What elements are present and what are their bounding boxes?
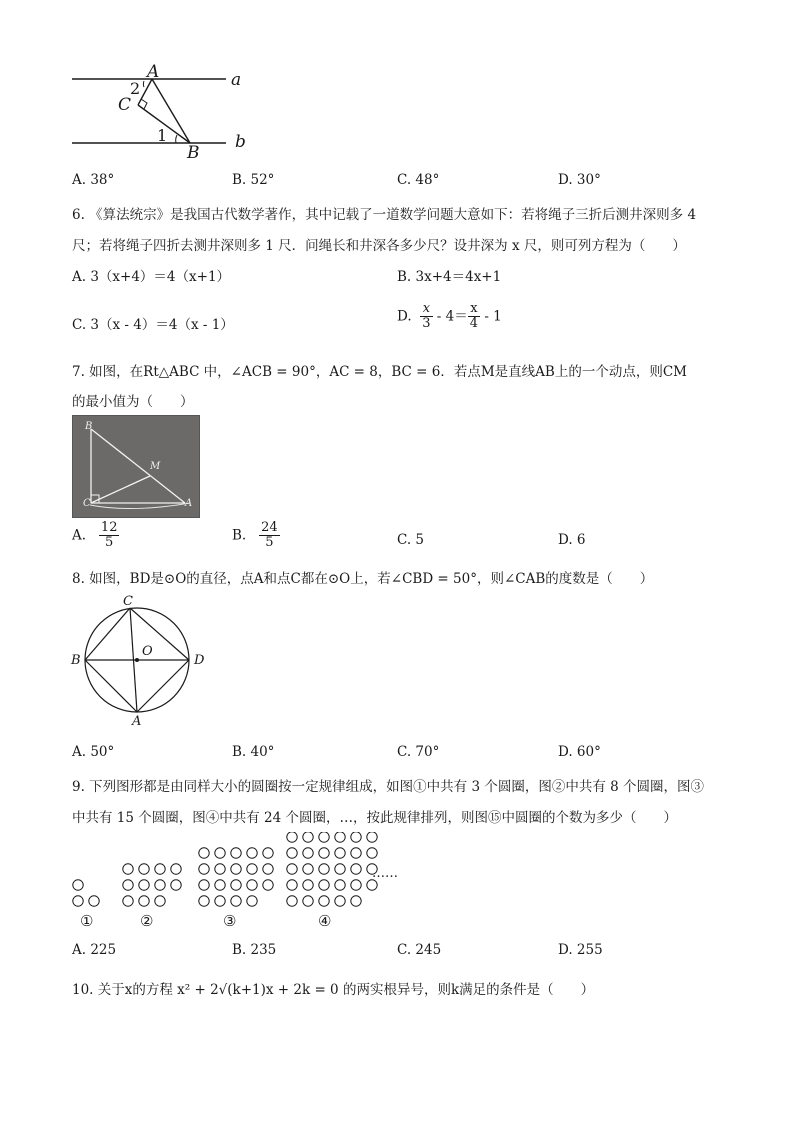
pattern-circle bbox=[247, 864, 257, 874]
q9-option-b[interactable]: B. 235 bbox=[232, 942, 277, 958]
q8-label-A: A bbox=[132, 714, 142, 729]
q6-stem-line1: 6. 《算法统宗》是我国古代数学著作，其中记载了一道数学问题大意如下：若将绳子三折后测井深则多 4 bbox=[72, 207, 697, 223]
q8-option-a[interactable]: A. 50° bbox=[72, 744, 115, 760]
q8-label-O: O bbox=[142, 644, 153, 659]
q7-stem-line2: 的最小值为（ ） bbox=[72, 394, 194, 410]
pattern-circle bbox=[319, 848, 329, 858]
q8-label-B: B bbox=[71, 653, 81, 668]
pattern-circle bbox=[73, 896, 83, 906]
q9-option-a[interactable]: A. 225 bbox=[72, 942, 117, 958]
q7-option-a-prefix: A. bbox=[72, 527, 87, 544]
pattern-circle bbox=[319, 864, 329, 874]
q5-label-a: a bbox=[231, 70, 242, 90]
pattern-circle bbox=[335, 848, 345, 858]
pattern-circle bbox=[287, 896, 297, 906]
q7-a-den: 5 bbox=[105, 535, 114, 551]
pattern-circle bbox=[287, 832, 297, 842]
pattern-circle bbox=[319, 832, 329, 842]
pattern-circle bbox=[139, 864, 149, 874]
pattern-circle bbox=[231, 896, 241, 906]
q6-d-den2: 4 bbox=[469, 316, 479, 332]
pattern-circle bbox=[335, 896, 345, 906]
q10-stem-line1: 10. 关于x的方程 x² + 2√(k+1)x + 2k = 0 的两实根异号，则k满足的条件是（ ） bbox=[72, 982, 595, 998]
q7-option-b-prefix: B. bbox=[232, 527, 247, 544]
q8-option-d[interactable]: D. 60° bbox=[558, 744, 601, 760]
pattern-circle bbox=[123, 864, 133, 874]
pattern-circle bbox=[351, 880, 361, 890]
q5-label-A: A bbox=[147, 62, 160, 82]
pattern-circle bbox=[263, 864, 273, 874]
q9-stem-line1: 9. 下列图形都是由同样大小的圆圈按一定规律组成，如图①中共有 3 个圆圈，图②中共有 8 个圆圈，图③ bbox=[72, 779, 705, 795]
pattern-circle bbox=[155, 864, 165, 874]
q5-label-B: B bbox=[187, 143, 200, 163]
q6-option-d-fraction-1 bbox=[420, 302, 432, 332]
q9-label-1: ① bbox=[80, 912, 94, 930]
q6-stem-line2: 尺；若将绳子四折去测井深则多 1 尺．问绳长和井深各多少尺？设井深为 x 尺，则可列方程为（ ） bbox=[72, 238, 686, 254]
q7-option-c[interactable]: C. 5 bbox=[397, 532, 425, 548]
q7-b-num: 24 bbox=[261, 520, 278, 535]
pattern-circle bbox=[303, 848, 313, 858]
pattern-circle bbox=[215, 864, 225, 874]
q7-option-b-fraction bbox=[259, 521, 280, 551]
q5-option-c[interactable]: C. 48° bbox=[397, 172, 440, 188]
q8-label-C: C bbox=[123, 594, 133, 609]
pattern-circle bbox=[287, 880, 297, 890]
pattern-circle bbox=[335, 864, 345, 874]
q7-b-den: 5 bbox=[265, 535, 274, 551]
pattern-circle bbox=[155, 896, 165, 906]
q5-label-C: C bbox=[118, 95, 132, 115]
pattern-circle bbox=[303, 880, 313, 890]
q7-option-a-fraction bbox=[99, 521, 120, 551]
pattern-circle bbox=[123, 896, 133, 906]
pattern-circle bbox=[367, 848, 377, 858]
q6-d-suffix: - 1 bbox=[480, 308, 502, 325]
pattern-circle bbox=[351, 896, 361, 906]
pattern-circle bbox=[231, 848, 241, 858]
q5-label-b: b bbox=[235, 132, 246, 152]
pattern-circle bbox=[247, 848, 257, 858]
pattern-circle bbox=[123, 880, 133, 890]
pattern-circle bbox=[199, 848, 209, 858]
pattern-circle bbox=[215, 896, 225, 906]
pattern-circle bbox=[367, 832, 377, 842]
q9-label-3: ③ bbox=[223, 912, 237, 930]
pattern-circle bbox=[139, 896, 149, 906]
q9-label-2: ② bbox=[140, 912, 154, 930]
pattern-circle bbox=[351, 848, 361, 858]
pattern-circle bbox=[319, 880, 329, 890]
pattern-circle bbox=[231, 880, 241, 890]
q9-stem-line2: 中共有 15 个圆圈，图④中共有 24 个圆圈，…，按此规律排列，则图⑮中圆圈的个数为多少（ ） bbox=[72, 810, 678, 826]
q6-d-mid: - 4＝ bbox=[432, 308, 468, 325]
q6-option-d[interactable] bbox=[397, 302, 502, 332]
pattern-circle bbox=[199, 864, 209, 874]
pattern-circle bbox=[263, 848, 273, 858]
pattern-circle bbox=[89, 896, 99, 906]
pattern-circle bbox=[155, 880, 165, 890]
q6-d-num2: x bbox=[468, 302, 480, 317]
q8-option-c[interactable]: C. 70° bbox=[397, 744, 440, 760]
q7-label-C: C bbox=[83, 498, 91, 509]
pattern-circle bbox=[303, 832, 313, 842]
q6-d-num1: x bbox=[420, 302, 432, 317]
q8-stem-line1: 8. 如图，BD是⊙O的直径，点A和点C都在⊙O上，若∠CBD = 50°，则∠CAB的度数是（ ） bbox=[72, 571, 654, 587]
q7-option-d[interactable]: D. 6 bbox=[558, 532, 586, 548]
pattern-circle bbox=[263, 880, 273, 890]
pattern-circle bbox=[215, 880, 225, 890]
q7-option-b[interactable] bbox=[232, 521, 280, 551]
pattern-circle bbox=[199, 880, 209, 890]
q8-option-b[interactable]: B. 40° bbox=[232, 744, 275, 760]
q5-label-2: 2 bbox=[130, 79, 141, 98]
q9-option-d[interactable]: D. 255 bbox=[558, 942, 603, 958]
pattern-circle bbox=[319, 896, 329, 906]
pattern-circle bbox=[351, 832, 361, 842]
q5-option-a[interactable]: A. 38° bbox=[72, 172, 115, 188]
pattern-circle bbox=[335, 880, 345, 890]
pattern-circle bbox=[171, 864, 181, 874]
pattern-circle bbox=[367, 880, 377, 890]
pattern-circle bbox=[287, 848, 297, 858]
pattern-circle bbox=[351, 864, 361, 874]
q6-option-d-prefix: D. bbox=[397, 308, 412, 325]
q6-option-a[interactable]: A. 3（x+4）＝4（x+1） bbox=[72, 269, 231, 285]
pattern-circle bbox=[171, 880, 181, 890]
pattern-circle bbox=[73, 880, 83, 890]
pattern-circle bbox=[199, 896, 209, 906]
q5-label-1: 1 bbox=[157, 126, 168, 145]
q7-stem-line1: 7. 如图，在Rt△ABC 中，∠ACB = 90°，AC = 8，BC = 6．若点M是直线AB上的一个动点，则CM bbox=[72, 364, 688, 380]
q5-option-d[interactable]: D. 30° bbox=[558, 172, 601, 188]
q9-ellipsis: …… bbox=[372, 866, 398, 881]
q8-label-D: D bbox=[194, 653, 205, 668]
pattern-circle bbox=[287, 864, 297, 874]
pattern-circle bbox=[303, 864, 313, 874]
q5-option-b[interactable]: B. 52° bbox=[232, 172, 275, 188]
q7-label-A: A bbox=[185, 498, 193, 509]
pattern-circle bbox=[335, 832, 345, 842]
q9-circle-pattern-figure bbox=[68, 832, 408, 912]
pattern-circle bbox=[247, 880, 257, 890]
q6-option-d-fraction-2 bbox=[468, 302, 480, 332]
q6-option-b[interactable]: B. 3x+4＝4x+1 bbox=[397, 269, 502, 285]
q9-label-4: ④ bbox=[318, 912, 332, 930]
pattern-circle bbox=[139, 880, 149, 890]
pattern-circle bbox=[247, 896, 257, 906]
pattern-circle bbox=[303, 896, 313, 906]
pattern-circle bbox=[215, 848, 225, 858]
q7-a-num: 12 bbox=[100, 520, 118, 535]
q7-option-a[interactable] bbox=[72, 521, 119, 551]
pattern-circle bbox=[231, 864, 241, 874]
q6-option-c[interactable]: C. 3（x - 4）＝4（x - 1） bbox=[72, 317, 234, 333]
q5-parallel-lines-figure bbox=[60, 60, 260, 170]
q6-d-den1: 3 bbox=[422, 316, 431, 332]
q7-label-B: B bbox=[85, 421, 93, 432]
q7-label-M: M bbox=[150, 461, 161, 472]
q9-option-c[interactable]: C. 245 bbox=[397, 942, 442, 958]
